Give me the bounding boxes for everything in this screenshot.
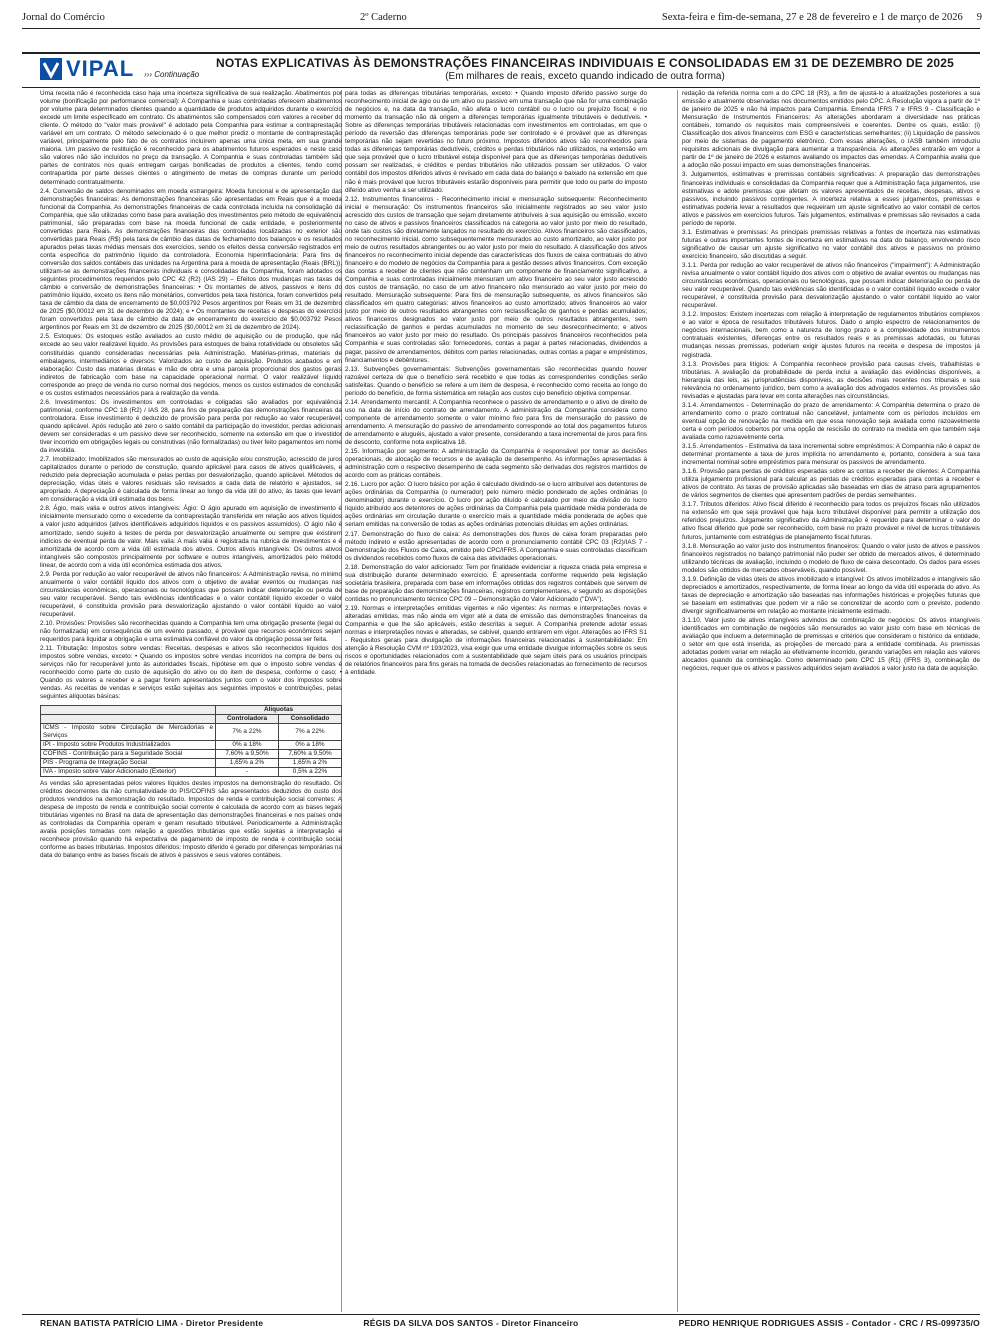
paragraph: 2.14. Arrendamento mercantil: A Companhia reconhece o passivo de arrendamento e o ativo de direito de uso na data de início do contrato de arrendamento. A administração da Companhia considera como componente de arrendamento somente o valor mínimo fixo para fins de mensuração do passivo de arrendamento. A mensuração do passivo de arrendamento corresponde ao total dos pagamentos futuros de arrendamento e aluguéis, ajustado a valor presente, considerando a taxa incremental de juros para fins de desconto, conforme nota explicativa 18. [345,398,647,447]
paragraph: Uma receita não é reconhecida caso haja uma incerteza significativa de sua realização. Abatimentos por volume (bonificação por performance comercial): A Companhia e suas controladas oferecem abatimentos por volume para determinados clientes quando a quantidade de produtos adquiridos durante o exercício excede um limite especificado em contrato. Os abatimentos são compensados com valores a receber do cliente. O método do "valor mais provável" é adotado pela Companhia para estimar a contraprestação variável em um contrato. O método selecionado é o que melhor prediz o montante de contraprestação variável, principalmente pelo fato de os contratos incluírem apenas uma única meta, em sua grande maioria. Um passivo de restituição é reconhecido para os abatimentos futuros esperados e neste caso são valores não são incluídos no preço da transação. A Companhia e suas controladas também são partes de contratos nos quais entregam cargas bonificadas de produtos a clientes, tendo como contrapartida por parte desses clientes o atingimento de metas de compras durante um período determinado contratualmente. [40,90,342,186]
table-row [41,740,342,749]
masthead-right [662,12,982,23]
paragraph: 2.7. Imobilizado: Imobilizados são mensurados ao custo de aquisição e/ou construção, acrescido de juros capitalizados durante o período de construção, quando aplicável para casos de ativos qualificáveis, e reduzido pela depreciação acumulada e pelas perdas por desvalorização, quando aplicável. Métodos de depreciação, vidas úteis e valores residuais são revisados a cada data de relatório e ajustados, se apropriado. A depreciação é calculada de forma linear ao longo da vida útil do ativo, às taxas que levam em consideração a vida útil estimada dos bens. [40,456,342,504]
signatory-finance-director: RÉGIS DA SILVA DOS SANTOS - Diretor Financeiro [363,1318,579,1328]
column-1 [40,90,342,1312]
table-group-header: Alíquotas [216,705,342,714]
table-header-cell [41,705,216,714]
paragraph: 2.4. Conversão de saldos denominados em moeda estrangeira: Moeda funcional e de apresentação das demonstrações financeiras: As demonstrações financeiras são apresentadas em Reais que é a moeda funcional da Companhia. As demonstrações financeiras de cada controlada incluída na consolidação da Companhia, que são utilizadas como base para avaliação dos investimentos pelo método de equivalência patrimonial, são preparadas com base na moeda funcional de cada entidade, e posteriormente convertidas para Reais. As demonstrações financeiras das controladas localizadas no exterior são convertidas para Reais (R$) pela taxa de câmbio das datas de fechamento dos balanços e os resultados apurados pelas taxas médias mensais dos exercícios, sendo os efeitos dessa conversão registrados em conta específica do patrimônio líquido da controladora. Economia hiperinflacionária: Para fins de conversão dos saldos contábeis das unidades na Argentina para a moeda de apresentação (Reais (BRL)), utilizam-se as demonstrações financeiras individuais e consolidadas da Companhia, foram adotados os seguintes procedimentos requeridos pelo CPC 42 (R2) (IAS 29) – Efeitos dos mudanças nas taxas de câmbio e conversão de demonstrações financeiras: • Os montantes de ativos, passivos e itens do patrimônio líquido, exceto os itens não monetários, convertidos pela taxa histórica, foram convertidos pela taxa de câmbio da data de encerramento de $0,003792 Pesos argentinos por Reais em 31 de dezembro de 2025 ($0,00012 em 31 de dezembro de 2024); e • Os montantes de receitas e despesas do exercício foram convertidos pela taxa de câmbio da data de encerramento do exercício de $0,003792 Pesos argentinos por Reais em 31 de dezembro de 2025 ($0,00012 em 31 de dezembro de 2024). [40,187,342,332]
paragraph: 3.1.9. Definição de vidas úteis de ativos imobilizado e intangível: Os ativos imobilizados e intangíveis são depreciados e amortizados, respectivamente, de forma linear ao longo da vida útil esperada do ativo. As taxas de depreciação e amortização são baseadas nas informações históricas e projeções futuras que se baseiam em estimativas que podem vir a não se concretizar de acordo com o previsto, podendo divergir significativamente em relação ao montante inicialmente estimado. [682,575,980,615]
table-row [41,723,342,740]
table-row [41,749,342,758]
tax-rates-table [40,705,342,777]
table-cell: 7,60% a 9,50% [216,749,279,758]
paragraph: 3.1.4. Arrendamentos - Determinação do prazo de arrendamento: A Companhia determina o prazo de arrendamento como o prazo contratual não cancelável, juntamente com os períodos incluídos em eventual opção de renovação na medida em que essa renovação seja avaliada como razoavelmente certa e com períodos cobertos por uma opção de rescisão do contrato na medida em que também seja avaliada como razoavelmente certa. [682,401,980,441]
paragraph: 3.1. Estimativas e premissas: As principais premissas relativas a fontes de incerteza nas estimativas futuras e outras importantes fontes de incerteza em estimativas na data do balanço, envolvendo risco significativo de causar um ajuste significativo no valor contábil dos ativos e passivos no próximo exercício financeiro, são discutidas a seguir. [682,228,980,260]
table-header-cell: Consolidado [279,714,342,723]
table-header-cell [41,714,216,723]
table-cell: ICMS - Imposto sobre Circulação de Mercadorias e Serviços [41,723,216,740]
paragraph: 2.17. Demonstração do fluxo de caixa: As demonstrações dos fluxos de caixa foram preparadas pelo método indireto e estão apresentadas de acordo com o pronunciamento contábil CPC 03 (R2)/IAS 7 - Demonstração dos Fluxos de Caixa, emitido pelo CPC/IFRS. A Companhia e suas controladas classificam os dividendos recebidos como fluxos de caixa das atividades operacionais. [345,530,647,562]
masthead-rule [22,28,980,29]
paragraph: 2.10. Provisões: Provisões são reconhecidas quando a Companhia tem uma obrigação presente (legal ou não formalizada) em consequência de um evento passado, é provável que recursos econômicos sejam requeridos para liquidar a obrigação e uma estimativa confiável do valor da obrigação possa ser feita. [40,620,342,644]
header-top-rule [22,52,980,54]
paragraph: 3.1.6. Provisão para perdas de créditos esperadas sobre as contas a receber de clientes: A Companhia utiliza julgamento profissional para calcular as perdas de créditos esperadas para contas a receber e ativos de contrato. As taxas de provisão aplicadas são baseadas em dias de atraso para agrupamentos de vários segmentos de clientes que apresentem padrões de perdas semelhantes. [682,468,980,500]
paragraph: 2.19. Normas e interpretações emitidas vigentes e não vigentes: As normas e interpretações novas e alteradas emitidas, mas não ainda em vigor até a data de emissão das demonstrações financeiras da Companhia e que lhe são aplicáveis, estão descritas a seguir. A Companhia pretende adotar essas normas e interpretações novas e alteradas, se cabível, quando entrarem em vigor. Alterações ao IFRS S1 - Requisitos gerais para divulgação de informações financeiras relacionadas à sustentabilidade: Em atenção à Resolução CVM nº 193/2023, visa exigir que uma entidade divulgue informações sobre os seus riscos e oportunidades relacionados com a sustentabilidade que sejam úteis para os usuários principais de relatórios financeiros para fins gerais na tomada de decisões relacionadas ao fornecimento de recursos à entidade. [345,604,647,677]
table-cell: 1,65% a 2% [279,758,342,767]
newspaper-name: Jornal do Comércio [22,11,105,23]
signatory-president: RENAN BATISTA PATRÍCIO LIMA - Diretor Presidente [40,1318,264,1328]
table-cell: IVA - Imposto sobre Valor Adicionado (Exterior) [41,767,216,776]
paragraph: 2.6. Investimentos: Os investimentos em controladas e coligadas são avaliados por equivalência patrimonial, conforme CPC 18 (R2) / IAS 28, para fins de preparação das demonstrações financeiras da controladora. Esse investimento é deduzido de provisão para perda por redução ao valor recuperável, quando aplicável. Após redução até zero o saldo contábil da participação do investidor, perdas adicionais devem ser consideradas e um passivo deve ser reconhecido, somente na extensão em que o investidor tiver incorrido em obrigações legais ou construtivas (não formalizadas) ou tiver feito pagamentos em nome da investida. [40,398,342,455]
column-divider [677,90,678,1312]
signatures-footer [40,1318,980,1332]
table-header-row [41,714,342,723]
table-header-cell: Controladora [216,714,279,723]
continuation-label: ››› Continuação [144,70,200,79]
paragraph: 3.1.5. Arrendamentos - Estimativa da taxa incremental sobre empréstimos: A Companhia não é capaz de determinar prontamente a taxa de juros implícita no arrendamento e, portanto, considera a sua taxa incremental nominal sobre empréstimos para mensurar os passivos de arrendamento. [682,443,980,467]
column-2 [345,90,647,1312]
paragraph: 2.15. Informação por segmento: A administração da Companhia é responsável por tomar as decisões operacionais, de alocação de recursos e de avaliação de desempenho. As informações apresentadas à administração com o respectivo desempenho de cada segmento são derivadas dos registros mantidos de acordo com as práticas contábeis. [345,448,647,480]
paragraph: 3.1.2. Impostos: Existem incertezas com relação à interpretação de regulamentos tributários complexos e ao valor e época de resultados tributáveis futuros. Dado o amplo espectro de relacionamentos de negócios internacionais, bem como a natureza de longo prazo e a complexidade dos instrumentos contratuais existentes, diferenças entre os resultados reais e as premissas adotadas, ou futuras mudanças nessas premissas, poderiam exigir ajustes futuros na receita e despesa de impostos já registrada. [682,311,980,359]
table-cell: PIS - Programa de Integração Social [41,758,216,767]
page-number: 9 [976,11,982,23]
issue-date: Sexta-feira e fim-de-semana, 27 e 28 de fevereiro e 1 de março de 2026 [661,11,963,23]
paragraph: 2.16. Lucro por ação: O lucro básico por ação é calculado dividindo-se o lucro atribuível aos detentores de ações ordinárias da Companhia (o numerador) pelo número médio ponderado de ações ordinárias (o denominador) durante o exercício. O lucro por ação diluído é calculado por meio da divisão do lucro líquido atribuído aos detentores de ações ordinárias da Companhia pela quantidade média ponderada de ações ordinárias em circulação durante o exercício mais a quantidade média ponderada de ações que seriam emitidas na conversão de todas as ações ordinárias potenciais diluídas em ações ordinárias. [345,481,647,529]
table-cell: 7% a 22% [216,723,279,740]
logo-mark-icon [40,58,62,80]
paragraph: 3.1.1. Perda por redução ao valor recuperável de ativos não financeiros ("impairment"): A Administração revisa anualmente o valor contábil líquido dos ativos com o objetivo de avaliar eventos ou mudanças nas circunstâncias econômicas, operacionais ou tecnológicas, que possam indicar deterioração ou perda de seu valor recuperável. Quando tais evidências são identificadas e o valor contábil líquido excede o valor recuperável, é constituída provisão para desvalorização ajustando o valor contábil líquido ao valor recuperável. [682,261,980,310]
notes-header [40,56,980,86]
paragraph: 2.13. Subvenções governamentais: Subvenções governamentais são reconhecidas quando houver razoável certeza de que o benefício será recebido e que todas as correspondentes condições serão satisfeitas. Quando o benefício se refere a um item de despesa, é reconhecido como receita ao longo do período do benefício, de forma sistemática em relação aos custos cujo benefício objetiva compensar. [345,365,647,397]
section-name: 2º Caderno [360,11,407,23]
paragraph: 2.5. Estoques: Os estoques estão avaliados ao custo médio de aquisição ou de produção, que não excede ao seu valor realizável líquido. As provisões para estoques de baixa rotatividade ou obsoletos são constituídas quando consideradas necessárias pela Administração. Matérias-primas, materiais de embalagens, intermediários e diversos: Valorizados ao custo de aquisição. Produtos acabados e em elaboração: Custo das matérias diretas e mão de obra e uma parcela proporcional dos gastos gerais indiretos de fabricação com base na capacidade operacional normal. O valor realizável líquido corresponde ao preço de venda no curso normal dos negócios, menos os custos estimados de conclusão e os custos estimados necessários para a realização da venda. [40,333,342,397]
table-cell: 1,65% a 2% [216,758,279,767]
footer-rule [22,1314,980,1315]
logo-text: VIPAL [66,56,135,81]
paragraph: para todas as diferenças tributárias temporárias, exceto: • Quando imposto diferido passivo surge do reconhecimento inicial de ágio ou de um ativo ou passivo em uma transação que não for uma combinação de negócios e, na data da transação, não afeta o lucro contábil ou o lucro ou prejuízo fiscal; e no momento da transação não dá origem a diferenças temporárias igualmente tributáveis e dedutíveis. • Sobre as diferenças temporárias tributáveis relacionadas com investimentos em controladas, em que o período da reversão das diferenças temporárias pode ser controlado e é provável que as diferenças temporárias não sejam revertidas no futuro próximo. Impostos diferidos ativos são reconhecidos para todas as diferenças temporárias dedutíveis, créditos e perdas tributários não utilizados, na extensão em que seja provável que o lucro tributável esteja disponível para que as diferenças temporárias dedutíveis possam ser realizadas, e créditos e perdas tributários não utilizados possam ser utilizados. O valor contábil dos impostos diferidos ativos é revisado em cada data do balanço e baixado na extensão em que não é mais provável que lucros tributáveis estarão disponíveis para permitir que todo ou parte do imposto diferido ativo venha a ser utilizado. [345,90,647,194]
paragraph: 3.1.3. Provisões para litígios: A Companhia reconhece provisão para causas cíveis, trabalhistas e tributárias. A avaliação da probabilidade de perda inclui a avaliação das evidências disponíveis, a hierarquia das leis, as jurisprudências disponíveis, as decisões mais recentes nos tribunais e sua relevância no ordenamento jurídico, bem como a avaliação dos advogados externos. As provisões são revisadas e ajustadas para levar em conta alterações nas circunstâncias. [682,360,980,400]
paragraph: 2.8. Ágio, mais valia e outros ativos intangíveis: Ágio: O ágio apurado em aquisição de investimento é inicialmente mensurado como o excedente da contraprestação transferida em relação aos ativos líquidos a valor justo adquiridos (ativos identificáveis adquiridos líquidos e os passivos assumidos). O ágio não é amortizado, sendo sujeito a testes de perda por desvalorização anualmente ou sempre que existirem indícios de eventual perda de valor. Mais valia: A mais valia é registrada na rubrica de investimentos e é amortizada de acordo com a vida útil estimada dos ativos. Outros ativos intangíveis: Os outros ativos intangíveis são compostos principalmente por software e outros intangíveis, amortizados pelo método linear, de acordo com a vida útil econômica estimada dos ativos. [40,505,342,569]
paragraph: 3.1.7. Tributos diferidos: Ativo fiscal diferido é reconhecido para todos os prejuízos fiscais não utilizados na extensão em que seja provável que haja lucro tributável disponível para permitir a utilização dos referidos prejuízos. Julgamento significativo da Administração é requerido para determinar o valor do ativo fiscal diferido que pode ser reconhecido, com base no prazo provável e nível de lucros tributáveis futuros, juntamente com estratégias de planejamento fiscal futuras. [682,501,980,541]
table-cell: 0% a 18% [216,740,279,749]
paragraph: As vendas são apresentadas pelos valores líquidos destes impostos na demonstração do resultado. Os créditos decorrentes da não cumulatividade do PIS/COFINS são apresentados deduzidos do custo dos produtos vendidos na demonstração do resultado. Impostos de renda e contribuição social correntes: A despesa de imposto de renda e contribuição social corrente é calculada de acordo com as bases legais tributárias vigentes no Brasil na data de apresentação das demonstrações financeiras e nos países onde as controladas da Companhia operam e geram resultado tributável. Periodicamente a Administração avalia posições tomadas com relação a questões tributárias que estão sujeitas a interpretação e reconhece provisão quando há expectativa de pagamento de imposto de renda e contribuição social conforme as bases tributárias. Impostos diferidos: Imposto diferido é gerado por diferenças temporárias na data do balanço entre as bases fiscais de ativos e passivos e seus valores contábeis. [40,779,342,859]
page-subtitle: (Em milhares de reais, exceto quando indicado de outra forma) [445,71,725,82]
newspaper-masthead [22,8,982,26]
paragraph: 2.12. Instrumentos financeiros - Reconhecimento inicial e mensuração subsequente: Reconhecimento inicial e mensuração: Os instrumentos financeiros são inicialmente registrados ao seu valor justo acrescido dos custos de transação que sejam diretamente atribuíveis à sua aquisição ou emissão, exceto no caso de ativos e passivos financeiros classificados na categoria ao valor justo por meio do resultado, onde tais custos são diretamente lançados no resultado do exercício. Ativos financeiros são classificados, no reconhecimento inicial, como subsequentemente mensurados ao custo amortizado, ao valor justo por meio de outros resultados abrangentes ou ao valor justo por meio do resultado. A classificação dos ativos financeiros no reconhecimento inicial depende das características dos fluxos de caixa contratuais do ativo financeiro e do modelo de negócios da Companhia para a gestão desses ativos financeiros. Com exceção das contas a receber de clientes que não contenham um componente de financiamento significativo, a Companhia e suas controladas inicialmente mensuram um ativo financeiro ao seu valor justo acrescido dos custos de transação, no caso de um ativo financeiro não mensurado ao valor justo por meio do resultado. Mensuração subsequente: Para fins de mensuração subsequente, os ativos financeiros são classificados em quatro categorias: ativos financeiros ao custo amortizado; ativos financeiros ao valor justo por meio de outros resultados abrangentes com reclassificação de ganhos e perdas acumulados; ativos financeiros designados ao valor justo por meio de outros resultados abrangentes, sem reclassificação de ganhos e perdas acumulados no momento de seu desreconhecimento; e ativos financeiros ao valor justo por meio do resultado. Os principais passivos financeiros reconhecidos pela Companhia e suas controladas são: fornecedores, contas a pagar a partes relacionadas, dividendos a pagar, passivo de arrendamentos, débitos com partes relacionadas, outras contas a pagar e empréstimos, financiamentos e debêntures. [345,195,647,364]
signatory-accountant: PEDRO HENRIQUE RODRIGUES ASSIS - Contador - CRC / RS-099735/O [678,1318,980,1328]
table-header-row [41,705,342,714]
table-cell: 7,60% a 9,50% [279,749,342,758]
paragraph: 3.1.10. Valor justo de ativos intangíveis advindos de combinação de negócios: Os ativos intangíveis identificados em combinação de negócios são mensurados ao valor justo com base em técnicas de avaliação que incluem a determinação de premissas e critérios que consideram o histórico da entidade, o setor em que está inserida, as projeções de mercado para a entidade combinada. As premissas adotadas podem variar em relação ao efetivamente incorrido, gerando variações em relação aos valores alocados quando da combinação. Como determinado pelo CPC 15 (R1) (IFRS 3), combinação de negócios, requer que os ativos e passivos adquiridos sejam avaliados a valor justo na data de aquisição. [682,617,980,673]
paragraph: 2.9. Perda por redução ao valor recuperável de ativos não financeiros: A Administração revisa, no mínimo anualmente o valor contábil líquido dos ativos com o objetivo de avaliar eventos ou mudanças nas circunstâncias econômicas, operacionais ou tecnológicas que possam indicar deterioração ou perda de seu valor recuperável. Sendo tais evidências identificadas e o valor contábil líquido exceder o valor recuperável, é constituída provisão para desvalorização ajustando o valor contábil líquido ao valor recuperável. [40,570,342,618]
table-cell: 0% a 18% [279,740,342,749]
table-cell: - [216,767,279,776]
company-logo [40,58,140,80]
table-row [41,758,342,767]
table-row [41,767,342,776]
column-3 [682,90,980,1312]
table-cell: IPI - Imposto sobre Produtos Industrializados [41,740,216,749]
paragraph: 3.1.8. Mensuração ao valor justo dos instrumentos financeiros: Quando o valor justo de ativos e passivos financeiros registrados no balanço patrimonial não puder ser obtido de mercados ativos, é determinado utilizando técnicas de avaliação, incluindo o modelo de fluxo de caixa descontado. Os dados para esses modelos são obtidos de mercados observáveis, quando possível. [682,542,980,574]
header-bottom-rule [22,87,980,88]
table-cell: 0,5% a 22% [279,767,342,776]
table-cell: COFINS - Contribuição para a Seguridade Social [41,749,216,758]
paragraph: 2.18. Demonstração do valor adicionado: Tem por finalidade evidenciar a riqueza criada pela empresa e sua distribuição durante determinado exercício. É apresentada conforme requerido pela legislação societária brasileira, preparada com base em informações obtidas dos registros contábeis que servem de base de preparação das demonstrações financeiras, registros complementares, e segundo as disposições contidas no pronunciamento técnico CPC 09 – Demonstração do Valor Adicionado ("DVA"). [345,563,647,603]
page-title: NOTAS EXPLICATIVAS ÀS DEMONSTRAÇÕES FINANCEIRAS INDIVIDUAIS E CONSOLIDADAS EM 31 DE DEZEMBRO DE 2025 [215,56,955,70]
paragraph: 3. Julgamentos, estimativas e premissas contábeis significativas: A preparação das demonstrações financeiras individuais e consolidadas da Companhia requer que a Administração faça julgamentos, use estimativas e adote premissas que afetam os valores apresentados de receitas, despesas, ativos e passivos, incluindo passivos contingentes. A incerteza relativa a esses julgamentos, premissas e estimativas poderia levar a resultados que requeiram um ajuste significativo ao valor contábil de certos ativos e passivos em exercícios futuros. Tais julgamentos, estimativas e premissas são revisados a cada período de reporte. [682,171,980,227]
paragraph: 2.11. Tributação: Impostos sobre vendas: Receitas, despesas e ativos são reconhecidos líquidos dos impostos sobre vendas, exceto: • Quando os impostos sobre vendas incorridos na compra de bens ou serviços não for recuperável junto às autoridades fiscais, hipótese em que o imposto sobre vendas é reconhecido como parte do custo de aquisição do ativo ou do item de despesa, conforme o caso; • Quando os valores a receber e a pagar forem apresentados juntos com o valor dos impostos sobre vendas. As receitas de vendas e serviços estão sujeitas aos seguintes impostos e contribuições, pelas seguintes alíquotas básicas: [40,645,342,701]
table-cell: 7% a 22% [279,723,342,740]
paragraph: redação da referida norma com a do CPC 18 (R3), a fim de ajustá-lo a atualizações posteriores a sua emissão e atualmente observadas nos documentos emitidos pelo CPC. A Resolução vigora a partir de 1º de janeiro de 2025 e não há impactos para Companhia. Emenda IFRS 7 e IFRS 9 - Classificação e Mensuração de Instrumentos Financeiros: As alterações abordaram a diversidade nas práticas contábeis, tornando os requisitos mais compreensíveis e coerentes. Dentre os quais, estão: (i) Classificação dos ativos financeiros com ESG e características semelhantes; (ii) Liquidação de passivos por meio de sistemas de pagamento eletrônico. Com essas alterações, o IASB também introduziu requisitos adicionais de divulgação para aumentar a transparência. As alterações entrarão em vigor a partir de 1º de janeiro de 2026 e estamos avaliando os impactos das emendas. A Companhia avalia que a adoção não possui impacto em suas demonstrações financeiras. [682,90,980,170]
